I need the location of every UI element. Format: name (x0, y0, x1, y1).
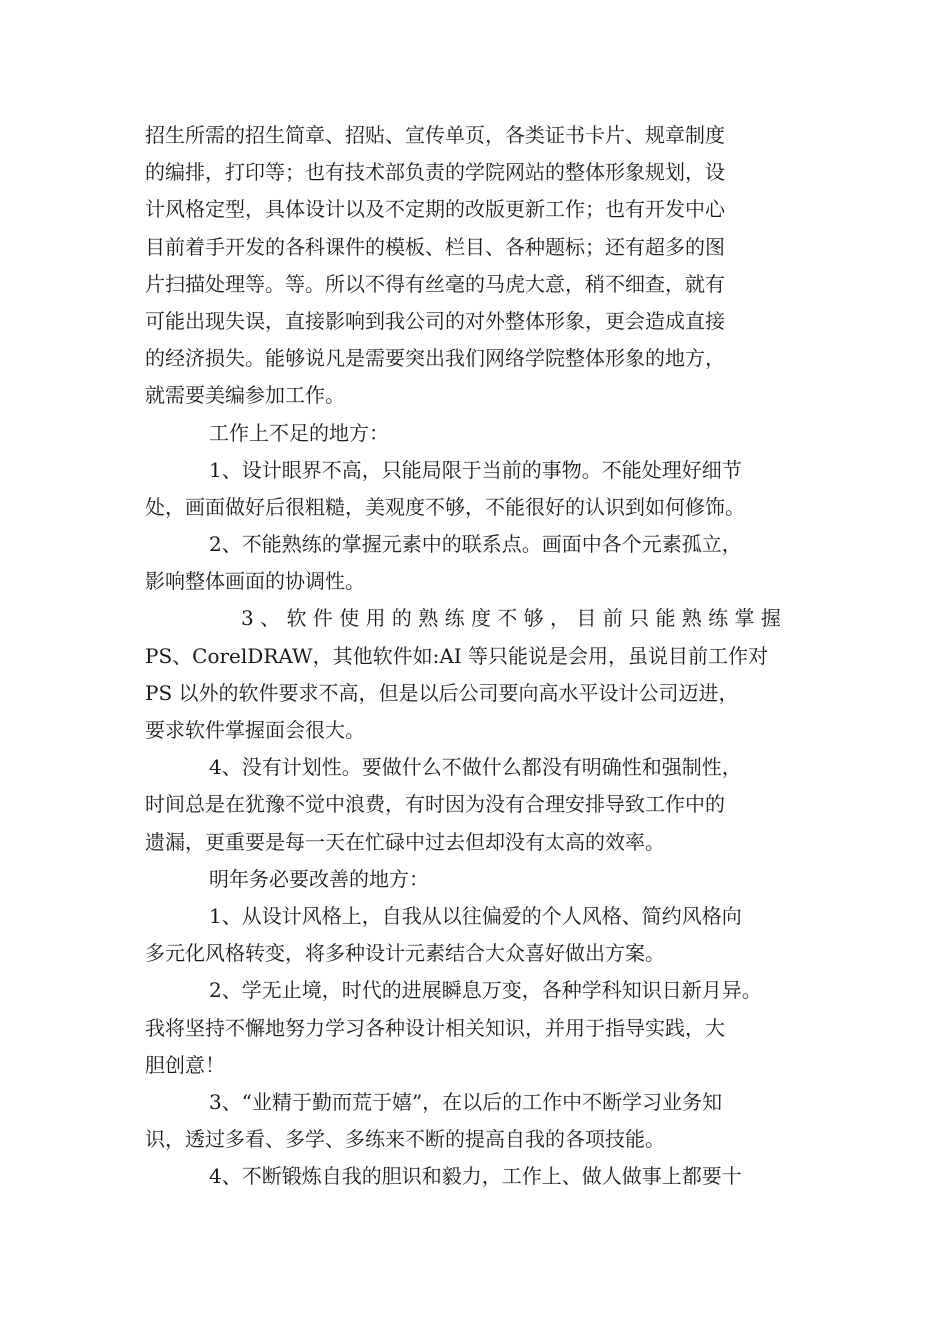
text-line: 招生所需的招生简章、招贴、宣传单页，各类证书卡片、规章制度 (145, 123, 725, 147)
text-line: 遗漏，更重要是每一天在忙碌中过去但却没有太高的效率。 (145, 829, 665, 854)
text-line: 3、“业精于勤而荒于嬉”，在以后的工作中不断学习业务知 (209, 1089, 723, 1114)
text-line: 影响整体画面的协调性。 (145, 569, 365, 594)
text-line: PS、CorelDRAW，其他软件如:AI 等只能说是会用，虽说目前工作对 (145, 643, 769, 668)
text-line: 可能出现失误，直接影响到我公司的对外整体形象，更会造成直接 (145, 308, 725, 333)
text-line: 4、不断锻炼自我的胆识和毅力，工作上、做人做事上都要十 (209, 1164, 742, 1189)
text-line: 目前着手开发的各科课件的模板、栏目、各种题标；还有超多的图 (145, 234, 725, 259)
text-line: 2、学无止境，时代的进展瞬息万变，各种学科知识日新月异。 (209, 978, 762, 1003)
section-heading: 工作上不足的地方： (209, 420, 389, 445)
text-line: 胆创意！ (145, 1052, 225, 1077)
document-body (145, 117, 809, 1195)
text-line: 要求软件掌握面会很大。 (145, 718, 365, 742)
section-heading: 明年务必要改善的地方： (209, 866, 429, 891)
text-line: 我将坚持不懈地努力学习各种设计相关知识，并用于指导实践，大 (145, 1015, 725, 1040)
text-line: 片扫描处理等。等。所以不得有丝毫的马虎大意，稍不细查，就有 (145, 271, 725, 296)
text-line: 就需要美编参加工作。 (145, 383, 345, 408)
text-line: 3 、 软 件 使 用 的 熟 练 度 不 够 ， 目 前 只 能 熟 练 掌 握 (241, 606, 781, 631)
text-line: 处，画面做好后很粗糙，美观度不够，不能很好的认识到如何修饰。 (145, 494, 745, 519)
text-line: 4、没有计划性。要做什么不做什么都没有明确性和强制性， (209, 755, 742, 780)
text-line: 1、从设计风格上，自我从以往偏爱的个人风格、简约风格向 (209, 903, 742, 928)
text-line: 的经济损失。能够说凡是需要突出我们网络学院整体形象的地方， (145, 346, 725, 371)
text-line: 计风格定型，具体设计以及不定期的改版更新工作；也有开发中心 (145, 197, 725, 222)
text-line: 1、设计眼界不高，只能局限于当前的事物。不能处理好细节 (209, 457, 742, 482)
text-line: 多元化风格转变，将多种设计元素结合大众喜好做出方案。 (145, 941, 665, 966)
text-line: 识，透过多看、多学、多练来不断的提高自我的各项技能。 (145, 1127, 665, 1152)
text-line: 的编排，打印等；也有技术部负责的学院网站的整体形象规划，设 (145, 160, 725, 185)
text-line: PS 以外的软件要求不高，但是以后公司要向高水平设计公司迈进， (145, 680, 739, 705)
text-line: 时间总是在犹豫不觉中浪费，有时因为没有合理安排导致工作中的 (145, 792, 725, 817)
text-line: 2、不能熟练的掌握元素中的联系点。画面中各个元素孤立， (209, 532, 742, 557)
